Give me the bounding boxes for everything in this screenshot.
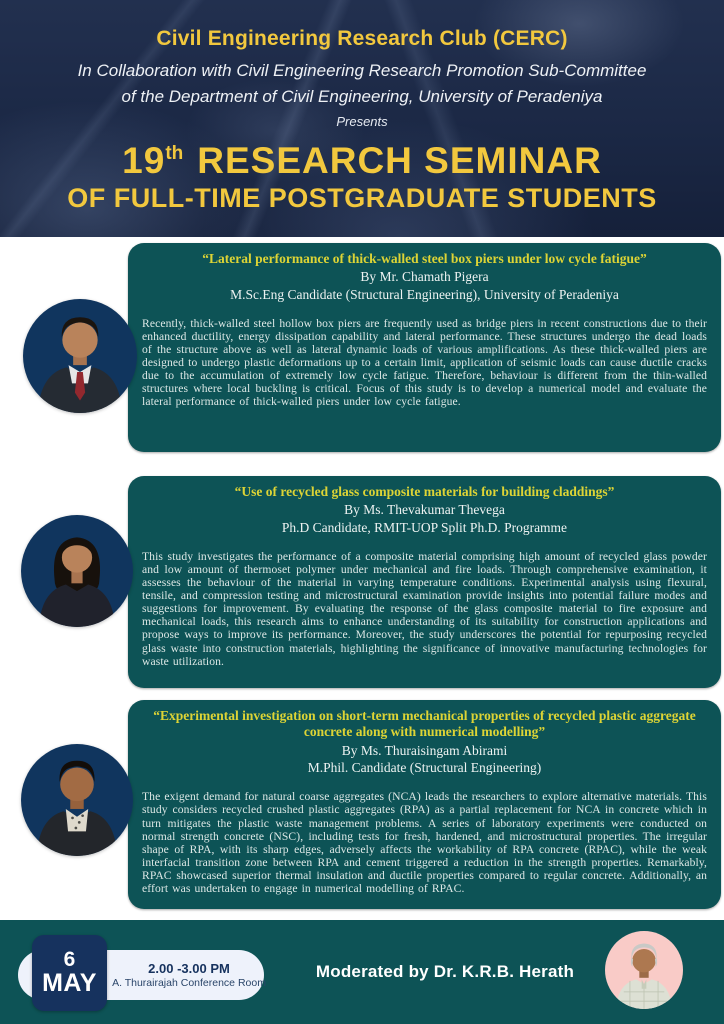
- speaker-photo-2: [21, 515, 133, 627]
- seminar-title: [0, 140, 724, 182]
- speaker-photo-3: [21, 744, 133, 856]
- talk-credential: M.Phil. Candidate (Structural Engineering): [307, 760, 542, 776]
- talk-card-2: [128, 476, 721, 688]
- talk-author: By Ms. Thuraisingam Abirami: [341, 742, 508, 758]
- footer-bar: [0, 920, 724, 1024]
- seminar-subtitle: OF FULL-TIME POSTGRADUATE STUDENTS: [67, 183, 657, 213]
- seminar-number: 19: [122, 140, 166, 181]
- male-avatar-icon: [21, 744, 133, 856]
- speaker-photo-1: [23, 299, 137, 413]
- talk-credential: M.Sc.Eng Candidate (Structural Engineering), University of Peradeniya: [230, 286, 619, 302]
- talk-author: By Mr. Chamath Pigera: [360, 269, 489, 285]
- talk-abstract: The exigent demand for natural coarse aggregates (NCA) leads the researchers to explore alternative materials. This study considers recycled crushed plastic aggregates (RPA) as a partial replacement for NCA in concrete which in turn mitigates the plastic waste management problems. A series of laboratory experiments were conducted on normal strength concrete (NSC), including tests for fresh, hardened, and microstructural properties. The irregular shape of RPA, with its sharp edges, adversely affects the workability of RPA concrete (RPAC), while the weak interfacial transition zone between RPA and cement triggered a reduction in the strength properties. Remarkably, RPAC showcased superior thermal insulation and ductile properties compared to regular concrete. Additionally, an effort was undertaken to engage in numerical modelling of RPAC.: [142, 790, 707, 895]
- seminar-ordinal: th: [165, 143, 184, 164]
- date-month: MAY: [42, 969, 97, 998]
- male-suit-avatar-icon: [23, 299, 137, 413]
- female-avatar-icon: [21, 515, 133, 627]
- collaboration-line-2: of the Department of Civil Engineering, University of Peradeniya: [121, 87, 603, 106]
- talk-credential: Ph.D Candidate, RMIT-UOP Split Ph.D. Programme: [281, 519, 568, 535]
- talk-title: “Experimental investigation on short-term mechanical properties of recycled plastic aggregate concrete along with numerical modelling”: [153, 708, 696, 740]
- club-title: Civil Engineering Research Club (CERC): [156, 27, 568, 50]
- presents-label: Presents: [336, 114, 388, 129]
- talk-card-1: [128, 243, 721, 452]
- date-day: 6: [63, 948, 76, 972]
- header-banner: [0, 0, 724, 237]
- talk-abstract: Recently, thick-walled steel hollow box piers are frequently used as bridge piers in recent constructions due to their enhanced ductility, energy dissipation capability and lateral performance. These structures undergo the dead loads of the structure above as well as lateral dynamic loads of various amplifications. As these thick-walled piers are designed to undergo plastic deformations up to a certain limit, application of seismic loads can cause ductile cracks due to the accumulation of extremely low cycle fatigue. Therefore, behaviour is different from the thin-walled structures where local buckling is critical. Focus of this study is to develop a numerical model and evaluate the lateral performance of thick-walled piers under low cycle fatigue.: [142, 316, 707, 409]
- talk-abstract: This study investigates the performance of a composite material comprising high amount of recycled glass powder and low amount of thermoset polymer under mechanical and fire loads. Through comprehensive examination, it assesses the behaviour of the material in varying temperature conditions. Experimental analysis using flexural, tensile, and compression testing and microstructural examination provide insights into potential failure modes and suggestions for improvement. By evaluating the response of the glass composite material to fire exposure and mechanical loads, this research aims to enhance understanding of its suitability for construction applications and propose ways to improve its performance. Moreover, the study underscores the potential for repurposing recycled glass waste into construction materials, highlighting the significance of innovative manufacturing technologies for waste utilization.: [142, 549, 707, 668]
- talk-author: By Ms. Thevakumar Thevega: [344, 502, 505, 518]
- moderator-photo: [605, 931, 683, 1009]
- talk-title: “Lateral performance of thick-walled steel box piers under low cycle fatigue”: [202, 251, 647, 266]
- talk-title: “Use of recycled glass composite materials for building claddings”: [234, 484, 615, 499]
- date-badge: [32, 935, 107, 1011]
- moderator-avatar-icon: [605, 931, 683, 1009]
- collaboration-line-1: In Collaboration with Civil Engineering Research Promotion Sub-Committee: [77, 61, 647, 80]
- time-venue-text: [114, 950, 264, 1000]
- seminar-title-rest: RESEARCH SEMINAR: [197, 140, 602, 181]
- moderator-label: Moderated by Dr. K.R.B. Herath: [315, 962, 575, 981]
- event-time: 2.00 -3.00 PM: [148, 961, 230, 976]
- talk-card-3: [128, 700, 721, 909]
- event-venue: A. Thurairajah Conference Room: [112, 977, 266, 989]
